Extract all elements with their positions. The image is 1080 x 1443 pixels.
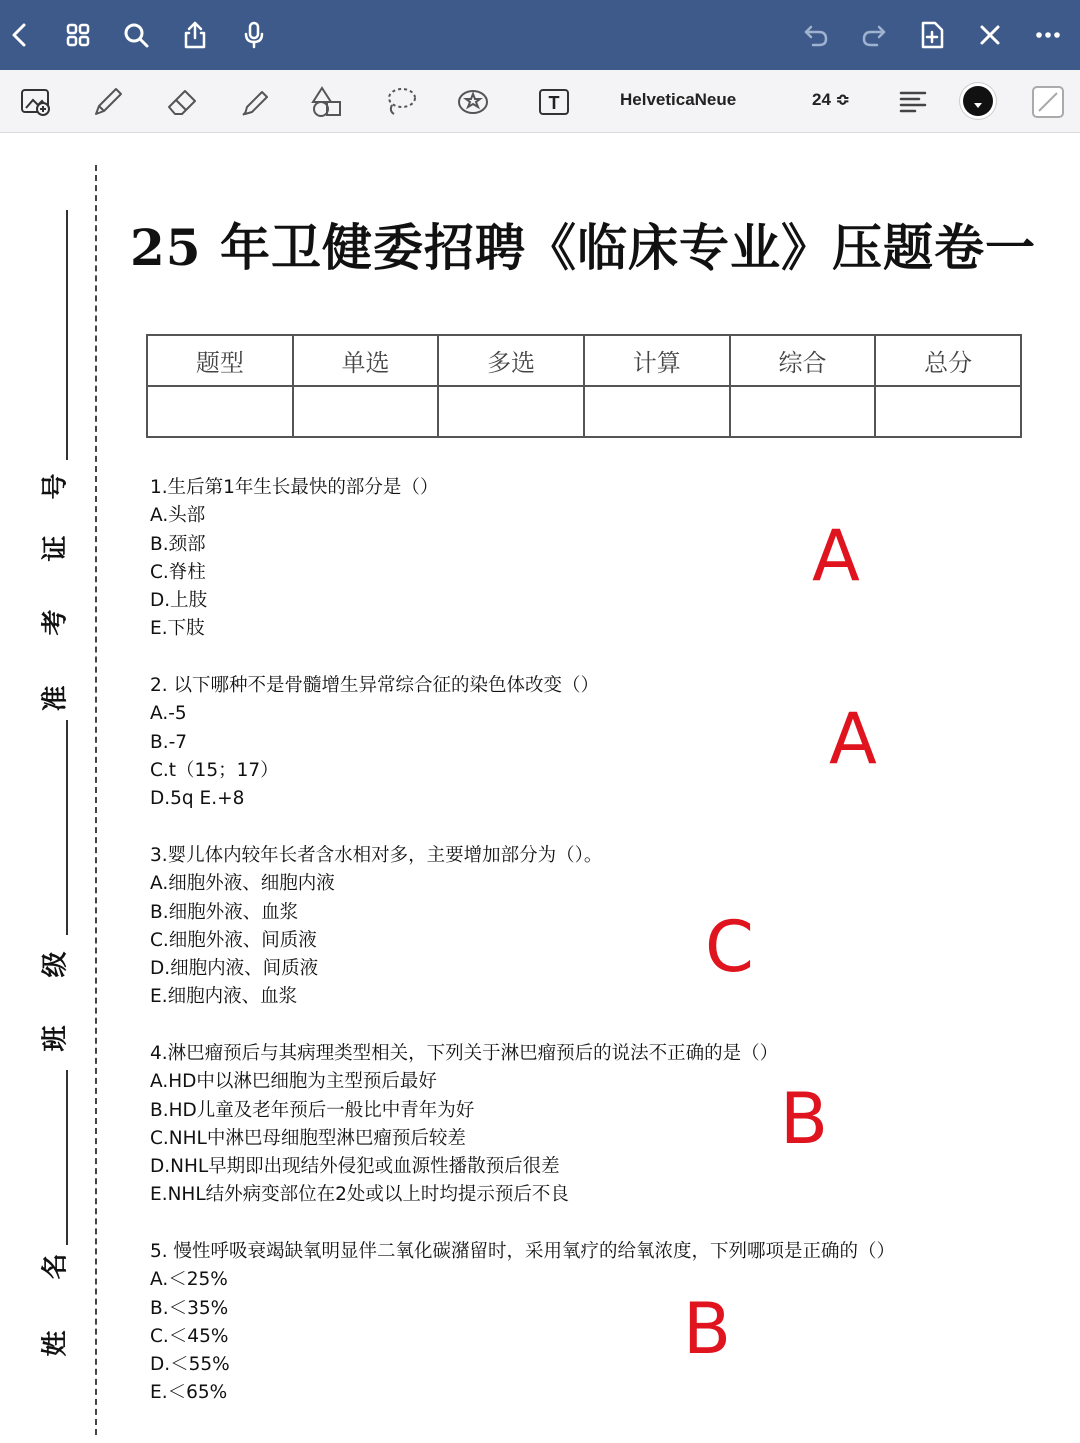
score-value-row [147, 386, 1021, 437]
side-label: 号 [40, 473, 71, 500]
side-label: 名 [40, 1253, 71, 1280]
side-label: 级 [40, 951, 71, 978]
text-color-swatch[interactable] [963, 86, 993, 116]
grid-icon[interactable] [60, 17, 96, 53]
score-header-cell: 多选 [438, 335, 584, 386]
align-icon[interactable] [893, 82, 933, 122]
back-icon[interactable] [2, 17, 38, 53]
question-option: B.细胞外液、血浆 [150, 901, 299, 923]
score-cell[interactable] [438, 386, 584, 437]
binding-dashed-line [95, 165, 97, 1435]
handwritten-answer: A [812, 515, 860, 597]
name-line [66, 1070, 68, 1245]
sticker-icon[interactable] [453, 82, 493, 122]
score-header-cell: 计算 [584, 335, 730, 386]
class-line [66, 720, 68, 935]
handwritten-answer: C [705, 906, 754, 988]
add-page-icon[interactable] [914, 17, 950, 53]
question-option: C.NHL中淋巴母细胞型淋巴瘤预后较差 [150, 1127, 466, 1149]
more-icon[interactable] [1030, 17, 1066, 53]
question-option: B.颈部 [150, 533, 206, 555]
top-nav-bar [0, 0, 1080, 70]
score-cell[interactable] [147, 386, 293, 437]
search-icon[interactable] [118, 17, 154, 53]
image-insert-icon[interactable] [16, 82, 56, 122]
question-option: A.-5 [150, 703, 187, 725]
question-option: A.细胞外液、细胞内液 [150, 873, 335, 895]
close-icon[interactable] [972, 17, 1008, 53]
question-option: C.脊柱 [150, 561, 206, 583]
question-option: C.t（15；17） [150, 759, 279, 781]
score-header-cell: 综合 [730, 335, 876, 386]
highlighter-icon[interactable] [235, 82, 275, 122]
question-1 [150, 474, 438, 644]
question-option: E.NHL结外病变部位在2处或以上时均提示预后不良 [150, 1184, 569, 1206]
handwritten-answer: A [829, 698, 877, 780]
question-2 [150, 672, 599, 813]
score-header-cell: 总分 [875, 335, 1021, 386]
exam-number-line [66, 210, 68, 460]
annotation-toolbar [0, 70, 1080, 133]
question-option: B.HD儿童及老年预后一般比中青年为好 [150, 1099, 475, 1121]
question-4 [150, 1040, 778, 1210]
question-option: E.＜65% [150, 1382, 228, 1404]
side-label: 证 [40, 535, 71, 562]
fill-color-icon[interactable] [1028, 82, 1068, 122]
page-title: 25 年卫健委招聘《临床专业》压题卷一 [130, 218, 1036, 277]
question-option: B.＜35% [150, 1297, 229, 1319]
question-option: A.＜25% [150, 1269, 228, 1291]
svg-text:T: T [548, 93, 560, 113]
font-size-stepper[interactable]: 24 ≎ [812, 90, 850, 109]
question-option: A.HD中以淋巴细胞为主型预后最好 [150, 1071, 437, 1093]
side-label: 姓 [40, 1330, 71, 1357]
shapes-icon[interactable] [307, 82, 347, 122]
question-stem: 3.婴儿体内较年长者含水相对多，主要增加部分为（）。 [150, 845, 603, 866]
question-option: E.细胞内液、血浆 [150, 986, 298, 1008]
question-stem: 5. 慢性呼吸衰竭缺氧明显伴二氧化碳潴留时，采用氧疗的给氧浓度，下列哪项是正确的（） [150, 1241, 896, 1262]
question-stem: 1.生后第1年生长最快的部分是（） [150, 477, 439, 498]
question-5 [150, 1238, 895, 1408]
score-header-row [147, 335, 1021, 386]
side-label: 考 [40, 609, 71, 636]
undo-icon[interactable] [798, 17, 834, 53]
lasso-icon[interactable] [381, 82, 421, 122]
question-option: D.NHL早期即出现结外侵犯或血源性播散预后很差 [150, 1156, 560, 1178]
question-option: D.细胞内液、间质液 [150, 958, 319, 980]
handwritten-answer: B [780, 1078, 829, 1160]
question-option: A.头部 [150, 505, 206, 527]
question-option: E.下肢 [150, 618, 205, 640]
side-label: 班 [40, 1025, 71, 1052]
question-option: B.-7 [150, 731, 188, 753]
score-cell[interactable] [584, 386, 730, 437]
question-option: D.5q E.+8 [150, 788, 245, 810]
eraser-icon[interactable] [162, 82, 202, 122]
score-cell[interactable] [730, 386, 876, 437]
question-option: C.细胞外液、间质液 [150, 929, 317, 951]
question-stem: 2. 以下哪种不是骨髓增生异常综合征的染色体改变（） [150, 675, 600, 696]
question-option: C.＜45% [150, 1325, 229, 1347]
handwritten-answer: B [683, 1288, 732, 1370]
score-header-cell: 单选 [293, 335, 439, 386]
score-cell[interactable] [875, 386, 1021, 437]
microphone-icon[interactable] [236, 17, 272, 53]
question-stem: 4.淋巴瘤预后与其病理类型相关，下列关于淋巴瘤预后的说法不正确的是（） [150, 1043, 779, 1064]
pen-icon[interactable] [88, 82, 128, 122]
score-table [146, 334, 1022, 438]
side-label: 准 [40, 685, 71, 712]
score-cell[interactable] [293, 386, 439, 437]
question-3 [150, 842, 602, 1012]
font-name-selector[interactable]: HelveticaNeue [620, 90, 737, 109]
redo-icon[interactable] [856, 17, 892, 53]
text-tool-icon[interactable] [534, 82, 574, 122]
question-option: D.上肢 [150, 590, 208, 612]
share-icon[interactable] [177, 17, 213, 53]
question-option: D.＜55% [150, 1354, 230, 1376]
score-header-cell: 题型 [147, 335, 293, 386]
